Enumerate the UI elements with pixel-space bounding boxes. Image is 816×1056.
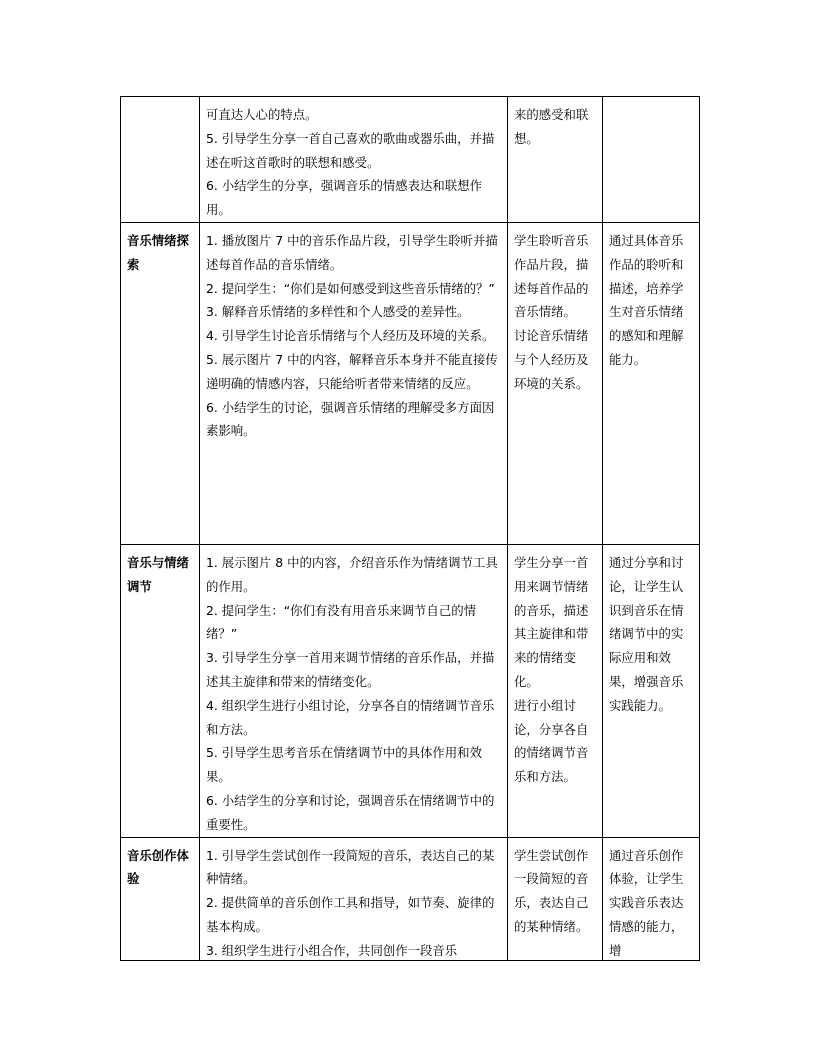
student-activity-cell <box>508 97 603 223</box>
purpose-cell <box>603 222 700 544</box>
purpose-line: 通过音乐创作体验，让学生实践音乐表达情感的能力，增 <box>609 847 684 958</box>
stage-label: 音乐情绪探索 <box>127 232 189 272</box>
student-activity-cell <box>508 837 603 960</box>
activity-line: 1. 引导学生尝试创作一段简短的音乐，表达自己的某种情绪。 <box>206 847 495 887</box>
student-activity-cell <box>508 544 603 837</box>
activity-line: 2. 提供简单的音乐创作工具和指导，如节奏、旋律的基本构成。 <box>206 895 495 934</box>
lesson-plan-table <box>120 96 700 961</box>
activity-line: 6. 小结学生的分享，强调音乐的情感表达和联想作用。 <box>206 178 482 218</box>
activities-cell <box>200 837 508 960</box>
table-row <box>121 97 700 223</box>
activity-line: 4. 引导学生讨论音乐情绪与个人经历及环境的关系。 <box>206 328 495 344</box>
activity-line: 5. 展示图片 7 中的内容，解释音乐本身并不能直接传递明确的情感内容，只能给听者带来情绪的反应。 <box>206 351 498 391</box>
stage-cell <box>121 97 200 223</box>
student-activity-line: 进行小组讨论，分享各自的情绪调节音乐和方法。 <box>514 697 589 785</box>
activity-line: 4. 组织学生进行小组讨论，分享各自的情绪调节音乐和方法。 <box>206 697 495 737</box>
activity-line: 3. 引导学生分享一首用来调节情绪的音乐作品，并描述其主旋律和带来的情绪变化。 <box>206 650 495 689</box>
activity-line: 6. 小结学生的分享和讨论，强调音乐在情绪调节中的重要性。 <box>206 792 495 832</box>
activities-cell <box>200 544 508 837</box>
student-activity-line: 学生分享一首用来调节情绪的音乐，描述其主旋律和带来的情绪变化。 <box>514 554 589 689</box>
student-activity-cell <box>508 222 603 544</box>
purpose-cell <box>603 544 700 837</box>
stage-cell <box>121 222 200 544</box>
activities-cell <box>200 97 508 223</box>
student-activity-line: 讨论音乐情绪与个人经历及环境的关系。 <box>514 328 589 391</box>
table-row <box>121 222 700 544</box>
student-activity-line: 学生尝试创作一段简短的音乐，表达自己的某种情绪。 <box>514 847 589 934</box>
activity-line: 2. 提问学生：“你们是如何感受到这些音乐情绪的？” <box>206 280 495 296</box>
student-activity-line: 来的感受和联想。 <box>514 107 589 146</box>
activity-line: 6. 小结学生的讨论，强调音乐情绪的理解受多方面因素影响。 <box>206 399 495 439</box>
activity-line: 5. 引导学生思考音乐在情绪调节中的具体作用和效果。 <box>206 745 482 785</box>
purpose-line: 通过分享和讨论，让学生认识到音乐在情绪调节中的实际应用和效果，增强音乐实践能力。 <box>609 554 684 713</box>
activity-line: 1. 播放图片 7 中的音乐作品片段，引导学生聆听并描述每首作品的音乐情绪。 <box>206 232 498 272</box>
activity-line: 3. 组织学生进行小组合作，共同创作一段音乐 <box>206 942 458 958</box>
activity-line: 5. 引导学生分享一首自己喜欢的歌曲或器乐曲，并描述在听这首歌时的联想和感受。 <box>206 130 495 170</box>
activity-line: 1. 展示图片 8 中的内容，介绍音乐作为情绪调节工具的作用。 <box>206 554 498 594</box>
activities-cell <box>200 222 508 544</box>
stage-cell <box>121 544 200 837</box>
purpose-cell <box>603 97 700 223</box>
table-row <box>121 837 700 960</box>
student-activity-line: 学生聆听音乐作品片段，描述每首作品的音乐情绪。 <box>514 232 589 320</box>
stage-cell <box>121 837 200 960</box>
table-row <box>121 544 700 837</box>
purpose-line: 通过具体音乐作品的聆听和描述，培养学生对音乐情绪的感知和理解能力。 <box>609 232 684 367</box>
activity-line: 2. 提问学生：“你们有没有用音乐来调节自己的情绪？” <box>206 602 476 642</box>
stage-label: 音乐与情绪调节 <box>127 554 189 594</box>
activity-line: 可直达人心的特点。 <box>206 107 318 122</box>
purpose-cell <box>603 837 700 960</box>
activity-line: 3. 解释音乐情绪的多样性和个人感受的差异性。 <box>206 304 470 320</box>
stage-label: 音乐创作体验 <box>127 847 189 887</box>
